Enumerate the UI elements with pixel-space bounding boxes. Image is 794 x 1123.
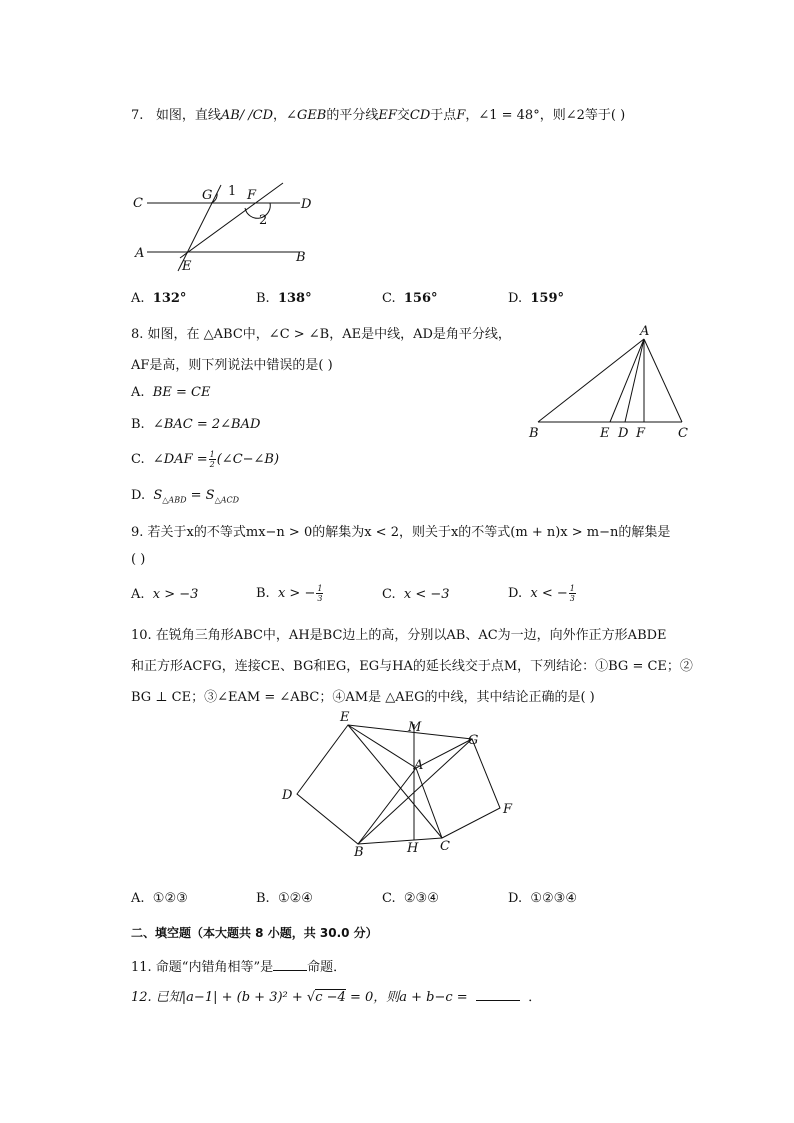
denominator: 2: [209, 460, 215, 469]
label-e: E: [340, 710, 350, 725]
fraction: [569, 584, 576, 603]
q7-text-a: 如图，直线: [155, 108, 221, 123]
q10-line3: BG ⊥ CE；③∠EAM = ∠ABC；④AM是 △AEG的中线，其中结论正确的是( ): [131, 690, 595, 705]
q7-stem: [131, 104, 625, 123]
sqrt-sign: √: [306, 990, 316, 1005]
option-letter: B.: [256, 891, 270, 906]
q11-answer-blank[interactable]: [273, 958, 307, 971]
option-text: 156°: [403, 291, 438, 306]
q7-option-a[interactable]: [131, 291, 186, 306]
q8-line2: AF是高，则下列说法中错误的是( ): [131, 358, 333, 373]
option-text: x < −: [530, 586, 568, 601]
label-m: M: [408, 720, 422, 735]
option-letter: D.: [508, 891, 523, 906]
option-text: ①②③④: [530, 891, 577, 906]
option-text: 138°: [277, 291, 312, 306]
square-acfg: [416, 739, 500, 838]
q10-option-d[interactable]: [508, 891, 577, 906]
label-a: A: [135, 246, 145, 261]
option-letter: A.: [131, 291, 145, 306]
option-letter: C.: [382, 587, 396, 602]
label-2: 2: [259, 213, 268, 228]
option-letter: A.: [131, 587, 145, 602]
q12: [131, 986, 541, 1005]
segment-ce: [348, 725, 442, 838]
label-d: D: [282, 788, 293, 803]
side-ac: [644, 339, 682, 422]
q7-f: F: [456, 108, 466, 123]
q7-option-c[interactable]: [382, 291, 438, 306]
option-letter: A.: [131, 385, 145, 400]
label-1: 1: [228, 184, 237, 199]
q10-line2: 和正方形ACFG，连接CE、BG和EG，EG与HA的延长线交于点M，下列结论：①BG = CE；②: [131, 659, 693, 674]
option-letter: A.: [131, 891, 145, 906]
q12-answer-blank[interactable]: [476, 988, 520, 1001]
q8-option-c[interactable]: [131, 450, 279, 469]
label-g: G: [468, 733, 479, 748]
q7-number: 7.: [131, 108, 144, 123]
subscript: △ABD: [162, 495, 187, 505]
label-a: A: [640, 324, 650, 339]
q7-angle-geb: GEB: [296, 108, 327, 123]
option-text: S: [153, 488, 163, 503]
q7-text-c: 的平分线: [326, 108, 379, 123]
median-ae: [610, 339, 644, 422]
option-text: x > −: [277, 586, 316, 601]
option-text: ①②③: [152, 891, 188, 906]
q7-option-d[interactable]: [508, 291, 564, 306]
q8-option-d[interactable]: [131, 488, 239, 505]
option-text: ①②④: [277, 891, 313, 906]
q9-option-b[interactable]: [256, 584, 324, 603]
option-text: x < −3: [403, 587, 450, 602]
option-text: ∠BAC = 2∠BAD: [152, 417, 261, 432]
section-heading: 二、填空题（本大题共 8 小题，共 30.0 分）: [131, 926, 378, 940]
label-f: F: [636, 426, 646, 441]
subscript: △ACD: [214, 495, 240, 505]
side-bc: [358, 838, 442, 844]
option-text-tail: (∠C−∠B): [216, 452, 280, 467]
q7-figure: [125, 175, 325, 275]
label-f: F: [503, 802, 513, 817]
option-text-eq: = S: [186, 488, 215, 503]
q12-text-mid: = 0，则a + b−c =: [349, 990, 468, 1005]
label-c: C: [440, 839, 450, 854]
option-letter: C.: [131, 452, 145, 467]
option-letter: D.: [131, 488, 146, 503]
label-a: A: [414, 758, 424, 773]
label-h: H: [407, 841, 419, 856]
label-e: E: [600, 426, 610, 441]
option-letter: B.: [256, 586, 270, 601]
q8-line1: 8. 如图，在 △ABC中，∠C > ∠B，AE是中线，AD是角平分线，: [131, 327, 511, 342]
q9-line2: ( ): [131, 552, 146, 567]
label-c: C: [678, 426, 688, 441]
label-d: D: [301, 197, 312, 212]
option-text: 159°: [530, 291, 564, 306]
numerator: 1: [209, 450, 215, 459]
q11-text: 11. 命题“内错角相等”是: [131, 960, 274, 975]
option-letter: C.: [382, 891, 396, 906]
q12-text-tail: ．: [528, 990, 542, 1005]
q10-option-c[interactable]: [382, 891, 439, 906]
label-e: E: [182, 259, 192, 274]
label-f: F: [247, 188, 257, 203]
q10-line1: 10. 在锐角三角形ABC中，AH是BC边上的高，分别以AB、AC为一边，向外作正方形ABDE: [131, 628, 667, 643]
q9-option-c[interactable]: [382, 587, 450, 602]
option-letter: D.: [508, 586, 523, 601]
q7-text-f: ，∠1 = 48°，则∠2等于( ): [465, 108, 626, 123]
option-text: 132°: [152, 291, 187, 306]
label-b: B: [296, 250, 306, 265]
q8-option-b[interactable]: [131, 417, 260, 432]
q10-option-b[interactable]: [256, 891, 313, 906]
q7-text-e: 于点: [430, 108, 457, 123]
q9-option-a[interactable]: [131, 587, 198, 602]
q10-figure: [278, 708, 523, 858]
q7-option-b[interactable]: [256, 291, 312, 306]
denominator: 3: [317, 594, 323, 603]
radicand: c −4: [315, 990, 346, 1005]
label-b: B: [529, 426, 539, 441]
q10-option-a[interactable]: [131, 891, 188, 906]
q11: [131, 956, 346, 975]
label-b: B: [354, 845, 364, 858]
option-letter: B.: [131, 417, 145, 432]
option-letter: D.: [508, 291, 523, 306]
option-text: x > −3: [152, 587, 199, 602]
q12-text: 12. 已知|a−1| + (b + 3)² +: [131, 990, 303, 1005]
label-d: D: [618, 426, 629, 441]
label-c: C: [133, 196, 143, 211]
fraction: [209, 450, 216, 469]
q11-text-tail: 命题．: [307, 960, 347, 975]
q7-ef: EF: [378, 108, 397, 123]
label-g: G: [202, 188, 213, 203]
option-text: BE = CE: [152, 385, 211, 400]
q7-text-d: 交: [396, 108, 410, 123]
option-letter: B.: [256, 291, 270, 306]
denominator: 3: [569, 594, 575, 603]
square-abde: [297, 725, 416, 844]
option-text: ②③④: [403, 891, 439, 906]
q7-cd: CD: [409, 108, 431, 123]
option-text: ∠DAF =: [152, 452, 208, 467]
numerator: 1: [569, 584, 575, 593]
q8-figure: [525, 322, 700, 447]
q8-option-a[interactable]: [131, 385, 210, 400]
fraction: [316, 584, 323, 603]
numerator: 1: [317, 584, 323, 593]
q7-text-b: ，∠: [273, 108, 297, 123]
option-letter: C.: [382, 291, 396, 306]
q9-option-d[interactable]: [508, 584, 577, 603]
q7-parallel: AB/ /CD: [220, 108, 274, 123]
segment-bg: [358, 739, 472, 844]
q9-line1: 9. 若关于x的不等式mx−n > 0的解集为x < 2，则关于x的不等式(m + n)x > m−n的解集是: [131, 525, 671, 540]
